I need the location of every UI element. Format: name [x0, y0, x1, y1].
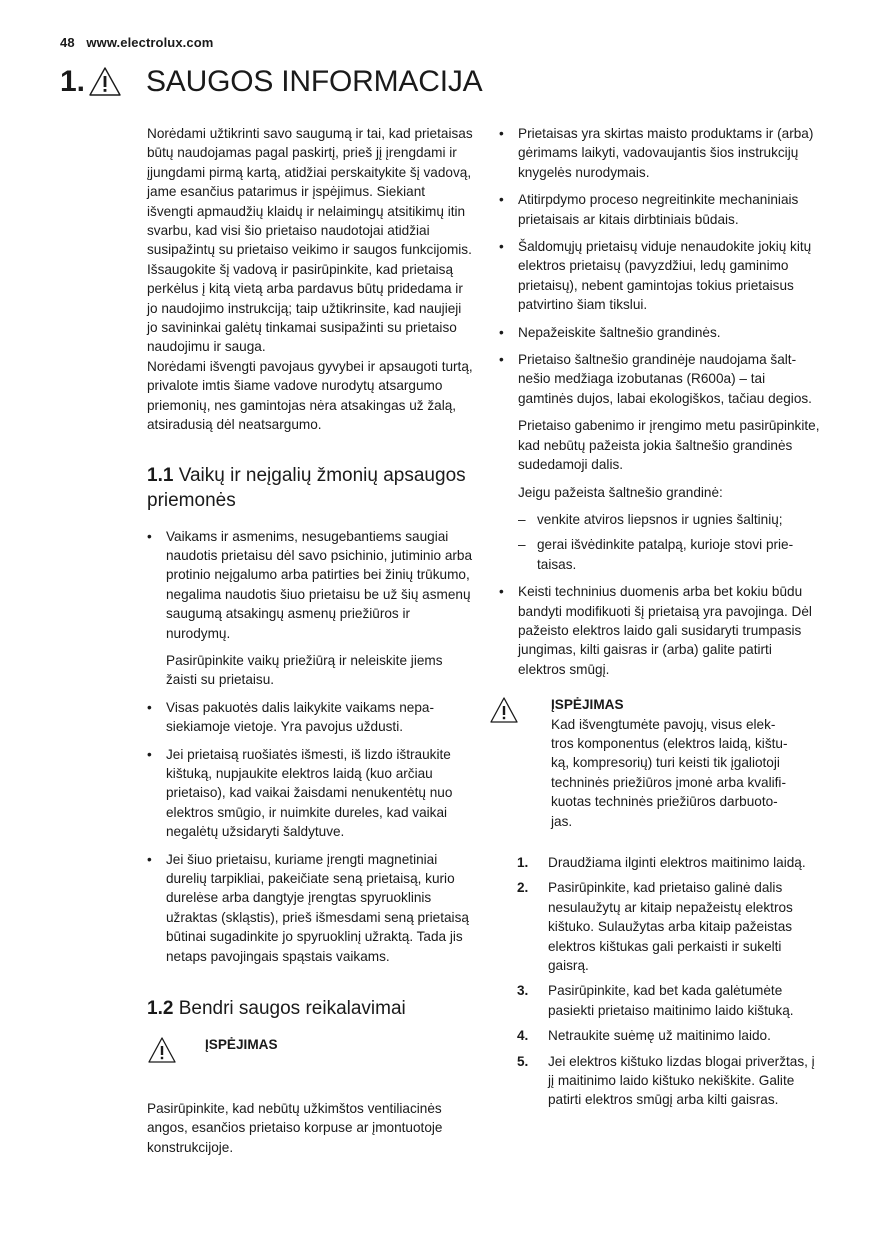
list-item [499, 124, 821, 182]
section-title: Bendri saugos reikalavimai [178, 998, 406, 1020]
page-header [60, 35, 213, 50]
list-item [147, 850, 473, 966]
warning-triangle-icon [88, 65, 122, 99]
numbered-item [517, 981, 821, 1020]
list-item-text: Prietaiso šaltnešio grandinėje naudojama šaltnešio medžiaga izobutanas (R600a) – tai gamtinės dujos, labai ekologiškos, tačiau degios. [518, 352, 812, 406]
warning-triangle-icon [489, 695, 519, 725]
dash-item: – gerai išvėdinkite patalpą, kurioje stovi prietaisas. [518, 535, 821, 574]
item-text: Pasirūpinkite, kad prietaiso galinė dalis nesulaužytų ar kitaip nepažeistų elektros kištuko. Sulaužytas arba kitaip pažeistas elektros kištukas gali perkaisti ir sukelti gaisrą. [548, 880, 793, 974]
list-item-text: Visas pakuotės dalis laikykite vaikams nepasiekiamoje vietoje. Yra pavojus uždusti. [166, 699, 434, 735]
section-heading-1-2 [147, 996, 473, 1021]
warning-box [147, 1035, 473, 1065]
list-item-text: Jei prietaisą ruošiatės išmesti, iš lizdo ištraukite kištuką, nupjaukite elektros laidą (kuo arčiau prietaiso), kad vaikai žaisdami nenukentėtų nuo elektros smūgio, ir nuimkite dureles, kad vaikai negalėtų užsidaryti šaldytuve. [166, 746, 453, 840]
right-column [499, 124, 821, 1116]
warning-text: Kad išvengtumėte pavojų, visus elektros komponentus (elektros laidą, kištuką, kompresorių) turi keisti tik įgaliotoji techninės priežiūros įmonė arba kvalifikuotas techninės priežiūros darbuotojas. [551, 716, 788, 829]
list-item [499, 323, 821, 342]
item-number: 5. [517, 1053, 529, 1069]
item-number: 2. [517, 880, 529, 896]
list-item-text: Atitirpdymo proceso negreitinkite mechaniniais prietaisais ar kitais dirbtiniais būdais. [518, 192, 799, 227]
chapter-title: SAUGOS INFORMACIJA [146, 65, 483, 98]
item-number: 4. [517, 1028, 529, 1044]
list-item [147, 745, 473, 842]
general-safety-list [499, 124, 821, 679]
list-item [499, 190, 821, 229]
section-title: Vaikų ir neįgalių žmonių apsaugos priemonės [147, 464, 466, 511]
numbered-item [517, 878, 821, 975]
electrical-safety-list [517, 853, 821, 1110]
numbered-item [517, 853, 821, 872]
list-item [147, 527, 473, 690]
item-number: 3. [517, 983, 529, 999]
list-item-subtext: Jeigu pažeista šaltnešio grandinė: [518, 484, 723, 500]
warning-title: ĮSPĖJIMAS [205, 1037, 278, 1053]
item-text: Netraukite suėmę už maitinimo laido. [548, 1028, 771, 1044]
list-item [499, 582, 821, 679]
warning-box [489, 695, 821, 831]
list-item-subtext: Pasirūpinkite vaikų priežiūrą ir neleiskite jiems žaisti su prietaisu. [166, 652, 443, 688]
list-item-text: Keisti techninius duomenis arba bet kokiu būdu bandyti modifikuoti šį prietaisą yra pavojinga. Dėl pažeisto elektros laido gali susidaryti trumpasis jungimas, kilti gaisras ir (arba) galite patirti elektros smūgį. [518, 584, 812, 677]
left-column [147, 124, 473, 1157]
numbered-item [517, 1026, 821, 1045]
warning-title: ĮSPĖJIMAS [551, 697, 624, 713]
list-item-text: Vaikams ir asmenims, nesugebantiems saugiai naudotis prietaisu dėl savo psichinio, jutiminio arba protinio neįgalumo arba patirties bei žinių trūkumo, negalima naudotis šiuo prietaisu be už šių asmenų saugumą atsakingų asmenų priežiūros ir nurodymų. [166, 528, 473, 641]
list-item [499, 350, 821, 574]
section-number: 1.2 [147, 998, 174, 1020]
intro-paragraph-2: Norėdami išvengti pavojaus gyvybei ir apsaugoti turtą, privalote imtis šiame vadove nurodytų atsargumo priemonių, nes gamintojas nėra atsakingas už žalą, atsiradusią dėl neatsargumo. [147, 358, 473, 433]
item-text: Draudžiama ilginti elektros maitinimo laidą. [548, 855, 806, 870]
list-item-text: Nepažeiskite šaltnešio grandinės. [518, 324, 721, 340]
list-item-text: Jei šiuo prietaisu, kuriame įrengti magnetiniai durelių tarpikliai, pakeičiate seną prietaisą, kurio durelėse arba dangtyje įrengtas spyruoklinis užraktas (skląstis), prieš išmesdami seną prietaisą būtinai sugadinkite jo spyruoklinį užraktą. Tada jis netaps pavojingais spąstais vaikams. [166, 851, 469, 964]
intro-paragraph-1: Norėdami užtikrinti savo saugumą ir tai, kad prietaisas būtų naudojamas pagal paskirtį, prieš jį įrengdami ir įjungdami pirmą kartą, atidžiai perskaitykite šį vadovą, jame esančius patarimus ir įspėjimus. Siekiant išvengti apmaudžių klaidų ir nelaimingų atsitikimų itin svarbu, kad visi šio prietaiso naudotojai atidžiai susipažintų su prietaiso veikimo ir saugos funkcijomis. Išsaugokite šį vadovą ir pasirūpinkite, kad prietaisą perkėlus į kitą vietą arba pardavus būtų pridedama ir jo naudojimo instrukciją; taip užtikrinsite, kad naujieji jo savininkai galėtų tinkamai susipažinti su prietaiso naudojimu ir sauga. [147, 126, 473, 355]
list-item-text: Šaldomųjų prietaisų viduje nenaudokite jokių kitų elektros prietaisų (pavyzdžiui, ledų gaminimo prietaisų), nebent gamintojas tokius prietaisus patvirtino šiam tikslui. [518, 239, 812, 313]
dash-list [518, 510, 821, 574]
item-number: 1. [517, 855, 529, 870]
list-item-text: Prietaisas yra skirtas maisto produktams ir (arba) gėrimams laikyti, vadovaujantis šios instrukcijų knygelės nurodymais. [518, 126, 814, 180]
site-url[interactable]: www.electrolux.com [86, 35, 214, 50]
list-item [499, 237, 821, 315]
children-safety-list [147, 527, 473, 967]
item-text: Jei elektros kištuko lizdas blogai priveržtas, į jį maitinimo laido kištuko nekiškite. Galite patirti elektros smūgį arba kilti gaisras. [548, 1053, 815, 1108]
page-title [60, 62, 482, 102]
warning-triangle-icon [147, 1035, 177, 1065]
numbered-item [517, 1052, 821, 1110]
chapter-number: 1. [60, 65, 86, 98]
list-item [147, 698, 473, 737]
item-text: Pasirūpinkite, kad bet kada galėtumėte pasiekti prietaiso maitinimo laido kištuką. [548, 983, 794, 1018]
list-item-subtext: Prietaiso gabenimo ir įrengimo metu pasirūpinkite, kad nebūtų pažeista jokia šaltnešio grandinės sudedamoji dalis. [518, 418, 820, 473]
section-heading-1-1 [147, 463, 473, 513]
page-number: 48 [60, 35, 75, 50]
dash-item: – venkite atviros liepsnos ir ugnies šaltinių; [518, 510, 821, 529]
ventilation-paragraph: Pasirūpinkite, kad nebūtų užkimštos ventiliacinės angos, esančios prietaiso korpuse ar įmontuotoje konstrukcijoje. [147, 1101, 443, 1155]
warning-content [551, 695, 791, 831]
section-number: 1.1 [147, 464, 174, 486]
